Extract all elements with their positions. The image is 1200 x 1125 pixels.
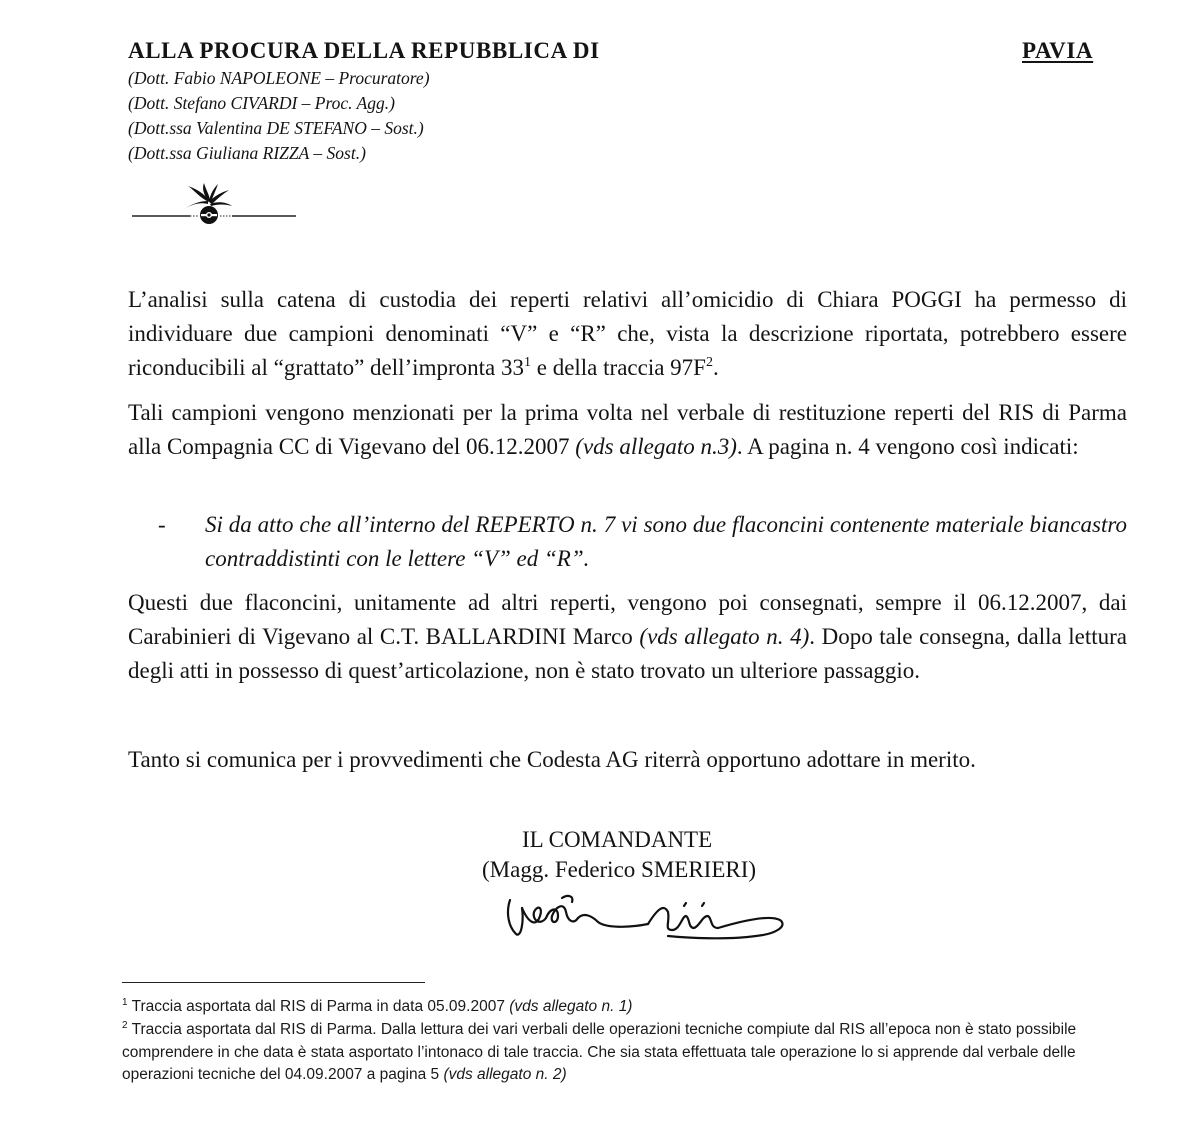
recipient-line: (Dott.ssa Valentina DE STEFANO – Sost.) bbox=[128, 118, 424, 138]
footnote-number: 2 bbox=[122, 1020, 128, 1031]
paragraph-text: Questi due flaconcini, unitamente ad altri reperti, vengono poi consegnati, sempre il 06.12.2007, dai Carabinieri di Vigevano al C.T. BALLARDINI Marco bbox=[128, 590, 1127, 649]
signatory-name: (Magg. Federico SMERIERI) bbox=[482, 857, 757, 882]
footnote-number: 1 bbox=[122, 997, 128, 1008]
handwritten-signature-icon bbox=[488, 882, 798, 944]
recipient-list bbox=[128, 66, 430, 166]
addressee-title: ALLA PROCURA DELLA REPUBBLICA DI bbox=[128, 38, 600, 63]
recipient-line: (Dott.ssa Giuliana RIZZA – Sost.) bbox=[128, 143, 366, 163]
footnote-text: Traccia asportata dal RIS di Parma in data 05.09.2007 bbox=[127, 998, 510, 1015]
footnote-2 bbox=[122, 1019, 1132, 1087]
paragraph-delivery bbox=[128, 586, 1127, 688]
attachment-reference: (vds allegato n. 2) bbox=[443, 1066, 567, 1083]
recipient-line: (Dott. Fabio NAPOLEONE – Procuratore) bbox=[128, 68, 430, 88]
footnote-marker: 1 bbox=[523, 355, 531, 370]
paragraph-analysis bbox=[128, 283, 1127, 385]
list-dash: - bbox=[158, 512, 166, 537]
paragraph-text: . bbox=[712, 355, 719, 380]
paragraph-samples bbox=[128, 396, 1127, 464]
addressee-city: PAVIA bbox=[1022, 38, 1094, 63]
recipient-line: (Dott. Stefano CIVARDI – Proc. Agg.) bbox=[128, 93, 395, 113]
paragraph-text: Tali campioni vengono menzionati per la prima volta nel verbale di restituzione reperti del RIS di Parma alla Compagnia CC di Vigevano del 06.12.2007 bbox=[128, 400, 1127, 459]
quoted-text: Si da atto che all’interno del REPERTO n. 7 vi sono due flaconcini contenente materiale biancastro contraddistinti con le lettere “V” ed “R”. bbox=[205, 512, 1127, 571]
paragraph-closing: Tanto si comunica per i provvedimenti che Codesta AG riterrà opportuno adottare in merito. bbox=[128, 747, 976, 772]
footnote-1 bbox=[122, 996, 1132, 1019]
attachment-reference: (vds allegato n. 4) bbox=[639, 624, 810, 649]
footnote-text: Traccia asportata dal RIS di Parma. Dalla lettura dei vari verbali delle operazioni tecniche compiute dal RIS all’epoca non è stato possibile comprendere in che data è stata asportato l’intonaco di tale traccia. Che sia stata effettuata tale operazione lo si apprende dal verbale delle operazioni tecniche del 04.09.2007 a pagina 5 bbox=[122, 1021, 1077, 1083]
carabinieri-emblem-icon bbox=[128, 182, 418, 230]
paragraph-text: e della traccia 97F bbox=[530, 355, 706, 380]
paragraph-text: . Dopo tale consegna, dalla lettura degli atti in possesso di quest’articolazione, non è stato trovato un ulteriore passaggio. bbox=[128, 624, 1128, 683]
attachment-reference: (vds allegato n.3) bbox=[575, 434, 737, 459]
quoted-excerpt bbox=[128, 508, 1127, 576]
footnote-marker: 2 bbox=[705, 355, 713, 370]
attachment-reference: (vds allegato n. 1) bbox=[509, 998, 633, 1015]
paragraph-text: L’analisi sulla catena di custodia dei reperti relativi all’omicidio di Chiara POGGI ha permesso di individuare due campioni denominati “V” e “R” che, vista la descrizione riportata, potrebbero essere riconducibili al “grattato” dell’impronta 33 bbox=[128, 287, 1127, 380]
signatory-role: IL COMANDANTE bbox=[522, 827, 713, 852]
paragraph-text: . A pagina n. 4 vengono così indicati: bbox=[736, 434, 1079, 459]
footnote-separator bbox=[122, 982, 425, 983]
